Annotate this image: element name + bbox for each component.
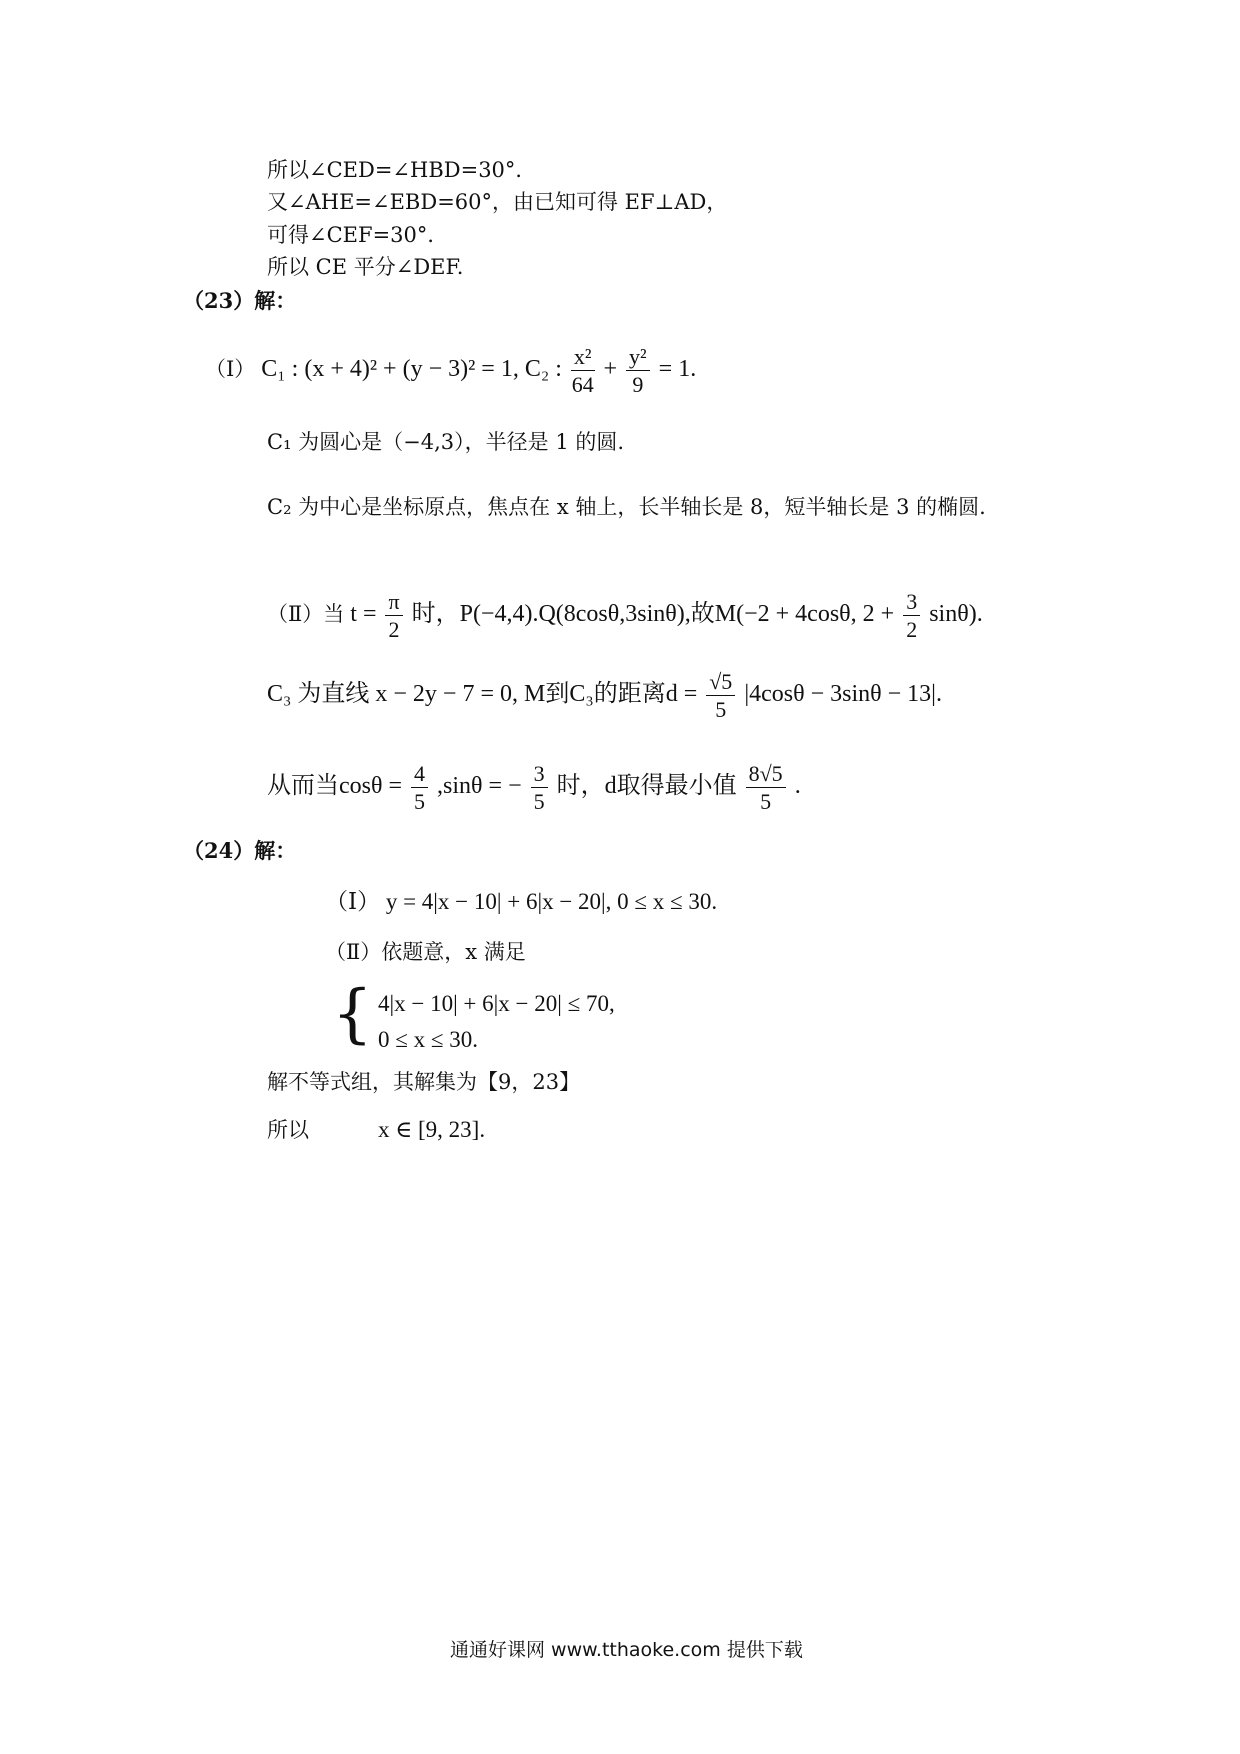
footer-text: 通通好课网 www.tthaoke.com 提供下载 [450, 1639, 803, 1661]
solve-text: 解不等式组，其解集为【9，23】 [267, 1070, 581, 1094]
conclusion-label: 所以 [267, 1118, 309, 1142]
c1-equation: C₁ : (x + 4)² + (y − 3)² = 1, C₂ : [261, 356, 562, 383]
fraction: $\frac{8√5}{5}$ [746, 762, 786, 813]
q23-heading: （23）解： [183, 288, 297, 313]
part-label: （Ⅱ）当 [267, 602, 345, 627]
min-text: 时，d取得最小值 [556, 773, 737, 800]
fraction: $\frac{3}{2}$ [903, 590, 920, 641]
fraction: $\frac{\text{x²}}{64}$ [571, 344, 594, 398]
fraction: $\frac{\text{y²}}{9}$ [626, 345, 650, 396]
c3-text: C₃ 为直线 x − 2y − 7 = 0, M到C₃的距离d = [267, 681, 698, 708]
proof-line: 又∠AHE=∠EBD=60°，由已知可得 EF⊥AD， [267, 190, 728, 214]
left-brace-icon: { [332, 977, 373, 1051]
q23-part1-equation [205, 345, 696, 396]
c1-description: C₁ 为圆心是（−4,3），半径是 1 的圆. [267, 430, 625, 454]
fraction: $\frac{4}{5}$ [411, 762, 428, 813]
q24-part1: （Ⅰ） y = 4|x − 10| + 6|x − 20|, 0 ≤ x ≤ 30. [325, 889, 718, 914]
proof-line: 所以 CE 平分∠DEF. [267, 255, 464, 279]
fraction: $\frac{3}{5}$ [531, 762, 548, 813]
proof-line: 所以∠CED=∠HBD=30°． [267, 158, 537, 182]
c3-distance-line [267, 670, 942, 721]
q23-part2-line [267, 590, 983, 641]
conclusion-math: x ∈ [9, 23]. [378, 1117, 486, 1142]
inequality-line: 4|x − 10| + 6|x − 20| ≤ 70, [378, 991, 615, 1016]
minimum-value-line [267, 762, 801, 813]
equation-end: = 1. [658, 356, 697, 383]
fraction: $\frac{√5}{5}$ [706, 670, 735, 721]
proof-line: 可得∠CEF=30°． [267, 223, 449, 247]
q24-heading: （24）解： [183, 838, 297, 863]
min-end: . [794, 773, 801, 800]
t-variable: t = [350, 601, 377, 628]
c3-end: |4cosθ − 3sinθ − 13|. [744, 681, 942, 708]
q24-part2-intro: （Ⅱ）依题意，x 满足 [325, 940, 526, 964]
part2-text: 时，P(−4,4).Q(8cosθ,3sinθ),故M(−2 + 4cosθ, 2 + [411, 601, 895, 628]
inequality-line: 0 ≤ x ≤ 30. [378, 1027, 478, 1052]
part-label: （Ⅰ） [205, 357, 256, 382]
c2-description: C₂ 为中心是坐标原点，焦点在 x 轴上，长半轴长是 8，短半轴长是 3 的椭圆. [267, 495, 986, 519]
part2-end: sinθ). [929, 601, 983, 628]
fraction: $\frac{\pi}{2}$ [385, 590, 402, 641]
plus-sign: + [603, 356, 618, 383]
min-text: ,sinθ = − [437, 773, 522, 800]
min-text: 从而当cosθ = [267, 773, 403, 800]
